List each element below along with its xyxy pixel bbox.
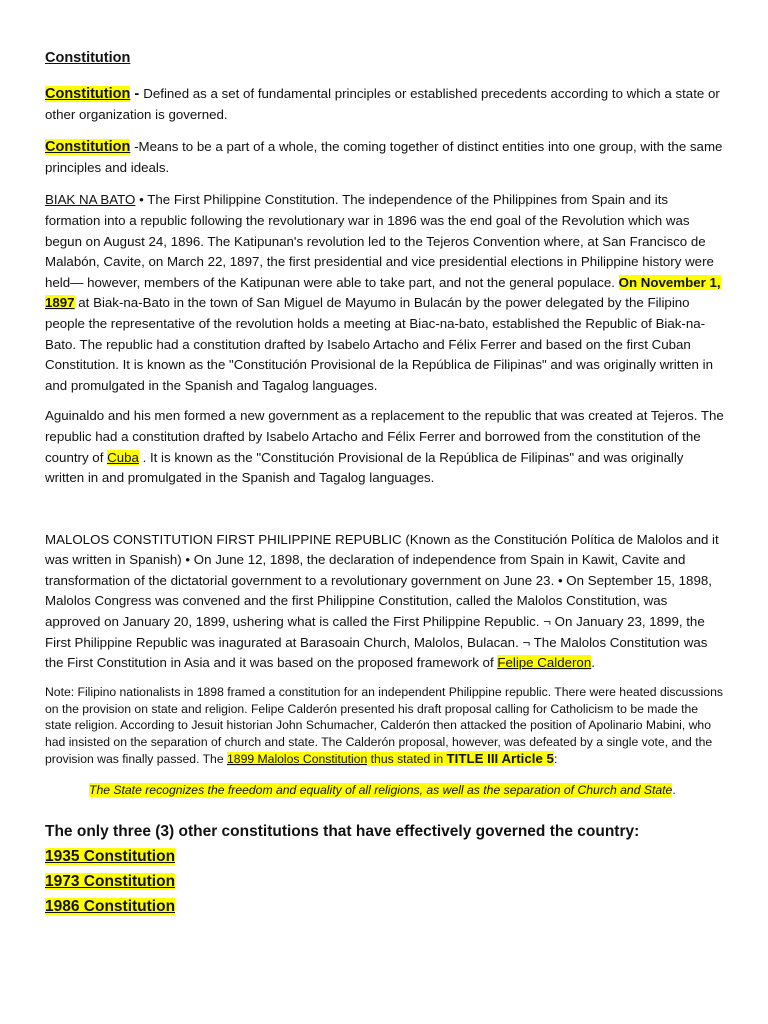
paragraph-end: . (591, 655, 595, 671)
biak-na-bato-label: BIAK NA BATO (45, 192, 136, 208)
note-end: : (553, 752, 558, 767)
biak-na-bato-paragraph (45, 190, 724, 396)
malolos-constitution-link[interactable]: 1899 Malolos Constitution (227, 752, 368, 767)
note-text: Note: Filipino nationalists in 1898 framed a constitution for an independent Philippine republic. There were heated discussions on the provision on state and religion. Felipe Calderón presented his draft proposal calling for Catholicism to be made the state religion. According to Jesuit historian John Schumacher, Calderón then attacked the position of Apolinario Mabini, who had insisted on the separation of church and state. The Calderón proposal, however, was defeated by a single vote, and the provision was finally passed. The (45, 684, 723, 767)
quote-end: . (672, 782, 676, 797)
constitution-1973-link[interactable]: 1973 Constitution (45, 872, 176, 890)
constitution-1986-link[interactable]: 1986 Constitution (45, 897, 176, 915)
definition-text: -Means to be a part of a whole, the coming together of distinct entities into one group, with the same principles and ideals. (45, 139, 723, 175)
definition-text: Defined as a set of fundamental principles or established precedents according to which a state or other organization is governed. (45, 86, 720, 122)
definition-dash: - (130, 86, 144, 102)
definition-1 (45, 84, 724, 125)
definition-term: Constitution (45, 86, 131, 102)
definition-term: Constitution (45, 139, 131, 156)
definition-2 (45, 137, 724, 178)
list-item (45, 844, 724, 869)
date-prefix: On November 1, (618, 274, 721, 290)
note-paragraph (45, 684, 724, 768)
quote-paragraph (45, 782, 724, 799)
list-item (45, 894, 724, 919)
paragraph-text: • The First Philippine Constitution. The independence of the Philippines from Spain and its formation into a republic following the revolutionary war in 1896 was the end goal of the Revolution which was begun on August 24, 1896. The Katipunan's revolution led to the Tejeros Convention where, at San Francisco de Malabón, Cavite, on March 22, 1897, the first presidential and vice presidential elections in Philippine history were held— however, members of the Katipunan were able to take part, and not the general populace. (45, 192, 714, 290)
cuba-link[interactable]: Cuba (107, 449, 139, 465)
paragraph-text: MALOLOS CONSTITUTION FIRST PHILIPPINE REPUBLIC (Known as the Constitución Política de Malolos and it was written in Spanish) • On June 12, 1898, the declaration of independence from Spain in Kawit, Cavite and transformation of the dictatorial government to a revolutionary government on June 23. • On September 15, 1898, Malolos Congress was convened and the first Philippine Constitution, called the Malolos Constitution, was approved on January 20, 1899, ushering what is called the First Philippine Republic. ¬ On January 23, 1899, the First Philippine Republic was inagurated at Barasoain Church, Malolos, Bulacan. ¬ The Malolos Constitution was the First Constitution in Asia and it was based on the proposed framework of (45, 531, 719, 671)
note-mid: thus stated in (367, 752, 447, 767)
page-title: Constitution (45, 50, 131, 66)
constitution-list (45, 844, 724, 919)
date-year-link[interactable]: 1897 (45, 295, 75, 311)
other-constitutions-heading: The only three (3) other constitutions that have effectively governed the country: (45, 822, 640, 840)
felipe-calderon-link[interactable]: Felipe Calderon (497, 655, 592, 671)
list-item (45, 869, 724, 894)
constitution-1935-link[interactable]: 1935 Constitution (45, 847, 176, 865)
paragraph-text: . It is known as the "Constitución Provisional de la República de Filipinas" and was originally written in and promulgated in the Spanish and Tagalog languages. (45, 449, 684, 486)
aguinaldo-paragraph (45, 406, 724, 488)
quote-text: The State recognizes the freedom and equality of all religions, as well as the separation of Church and State (89, 782, 673, 797)
title-article-text: TITLE III Article 5 (446, 751, 554, 767)
malolos-paragraph (45, 530, 724, 674)
paragraph-text: at Biak-na-Bato in the town of San Miguel de Mayumo in Bulacán by the power delegated by the Filipino people the representative of the revolution holds a meeting at Biac-na-bato, established the Republic of Biak-na-Bato. The republic had a constitution drafted by Isabelo Artacho and Félix Ferrer and based on the first Cuban Constitution. It is known as the "Constitución Provisional de la República de Filipinas" and was originally written in and promulgated in the Spanish and Tagalog languages. (45, 295, 713, 393)
paragraph-text: Aguinaldo and his men formed a new government as a replacement to the republic that was created at Tejeros. The republic had a constitution drafted by Isabelo Artacho and Félix Ferrer and borrowed from the constitution of the country of (45, 408, 724, 465)
